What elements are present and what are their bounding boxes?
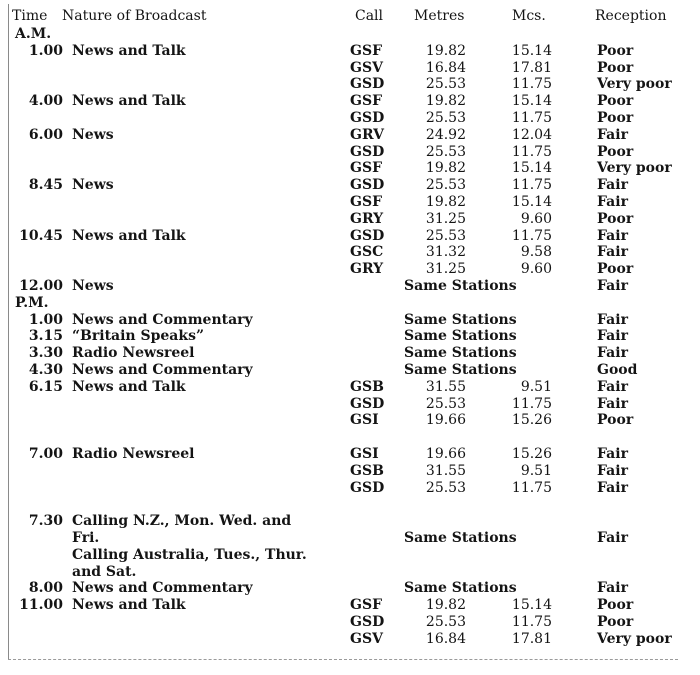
schedule-row — [0, 597, 700, 614]
schedule-row — [0, 463, 700, 480]
reception-cell: Poor — [597, 597, 634, 614]
schedule-row — [0, 496, 700, 513]
call-sign-cell: GSF — [350, 42, 383, 59]
mcs-cell: 11.75 — [511, 479, 552, 496]
schedule-row — [0, 547, 700, 564]
call-sign-cell: GSD — [350, 110, 385, 126]
metres-cell: 31.55 — [425, 378, 466, 395]
time-label: A.M. — [15, 26, 52, 42]
program-cell: News and Talk — [72, 42, 186, 59]
mcs-cell: 15.14 — [511, 42, 552, 59]
metres-cell: 25.53 — [425, 177, 466, 194]
metres-cell: 31.25 — [425, 210, 466, 227]
same-stations-cell: Same Stations — [404, 328, 517, 345]
reception-cell: Poor — [597, 412, 634, 429]
time-cell: 3.15 — [28, 328, 63, 345]
schedule-row — [0, 295, 700, 312]
metres-cell: 19.82 — [425, 597, 466, 614]
metres-cell: 16.84 — [425, 59, 466, 76]
reception-cell: Poor — [597, 93, 634, 110]
schedule-row — [0, 278, 700, 295]
metres-cell: 25.53 — [425, 479, 466, 496]
schedule-row — [0, 328, 700, 345]
schedule-row — [0, 244, 700, 261]
call-sign-cell: GSD — [350, 614, 385, 630]
reception-cell: Fair — [597, 395, 628, 412]
same-stations-cell: Same Stations — [404, 278, 517, 294]
left-rule — [8, 4, 9, 659]
mcs-cell: 11.75 — [511, 76, 552, 93]
mcs-cell: 15.26 — [511, 412, 552, 429]
call-sign-cell: GSD — [350, 177, 385, 194]
mcs-cell: 11.75 — [511, 227, 552, 244]
same-stations-cell: Same Stations — [404, 311, 517, 328]
program-cell: “Britain Speaks” — [72, 328, 205, 345]
mcs-cell: 9.60 — [520, 261, 552, 278]
time-label: P.M. — [15, 294, 49, 311]
reception-cell: Poor — [597, 110, 634, 126]
schedule-row — [0, 93, 700, 110]
call-sign-cell: GSF — [350, 93, 383, 110]
time-cell: 6.00 — [28, 126, 63, 143]
mcs-cell: 15.14 — [511, 160, 552, 177]
call-sign-cell: GSF — [350, 597, 383, 614]
metres-cell: 31.32 — [425, 244, 466, 261]
time-cell: 4.00 — [28, 93, 63, 110]
call-sign-cell: GSD — [350, 143, 385, 160]
program-cell: Calling Australia, Tues., Thur. — [72, 546, 307, 563]
metres-cell: 19.82 — [425, 42, 466, 59]
reception-cell: Good — [597, 362, 638, 378]
metres-cell: 19.66 — [425, 446, 466, 462]
same-stations-cell: Same Stations — [404, 362, 517, 378]
metres-cell: 24.92 — [425, 126, 466, 143]
reception-cell: Fair — [597, 580, 628, 597]
mcs-cell: 11.75 — [511, 395, 552, 412]
schedule-row — [0, 43, 700, 60]
schedule-row — [0, 26, 700, 43]
schedule-row — [0, 144, 700, 161]
mcs-cell: 12.04 — [511, 126, 552, 143]
mcs-cell: 9.51 — [520, 462, 552, 479]
reception-cell: Fair — [597, 194, 628, 210]
metres-cell: 19.82 — [425, 160, 466, 177]
metres-cell: 19.82 — [425, 194, 466, 210]
schedule-row — [0, 228, 700, 245]
metres-cell: 19.66 — [425, 412, 466, 429]
reception-cell: Fair — [597, 244, 628, 261]
metres-cell: 31.25 — [425, 261, 466, 278]
header-reception: Reception — [595, 8, 667, 24]
program-cell: News and Commentary — [72, 580, 253, 597]
mcs-cell: 15.26 — [511, 446, 552, 462]
program-cell: News and Talk — [72, 597, 186, 614]
reception-cell: Fair — [597, 227, 628, 244]
reception-cell: Fair — [597, 378, 628, 395]
reception-cell: Fair — [597, 479, 628, 496]
metres-cell: 25.53 — [425, 110, 466, 126]
time-cell: 6.15 — [28, 378, 63, 395]
reception-cell: Poor — [597, 59, 634, 76]
schedule-row — [0, 412, 700, 429]
reception-cell: Fair — [597, 345, 628, 362]
metres-cell: 31.55 — [425, 462, 466, 479]
time-cell: 12.00 — [19, 278, 63, 294]
program-cell: Fri. — [72, 530, 100, 546]
schedule-row — [0, 345, 700, 362]
schedule-row — [0, 446, 700, 463]
schedule-row — [0, 177, 700, 194]
schedule-row — [0, 379, 700, 396]
mcs-cell: 17.81 — [511, 59, 552, 76]
time-cell: 11.00 — [19, 597, 63, 614]
time-cell: 1.00 — [28, 311, 63, 328]
metres-cell: 25.53 — [425, 76, 466, 93]
reception-cell: Fair — [597, 126, 628, 143]
schedule-row — [0, 530, 700, 547]
metres-cell: 25.53 — [425, 614, 466, 630]
call-sign-cell: GSF — [350, 194, 383, 210]
program-cell: News and Commentary — [72, 311, 253, 328]
reception-cell: Very poor — [597, 630, 672, 647]
program-cell: News and Commentary — [72, 362, 253, 378]
mcs-cell: 17.81 — [511, 630, 552, 647]
reception-cell: Poor — [597, 42, 634, 59]
program-cell: Calling N.Z., Mon. Wed. and — [72, 513, 292, 530]
mcs-cell: 15.14 — [511, 93, 552, 110]
call-sign-cell: GSD — [350, 479, 385, 496]
reception-cell: Poor — [597, 143, 634, 160]
call-sign-cell: GRY — [350, 210, 384, 227]
same-stations-cell: Same Stations — [404, 530, 517, 546]
header-row — [0, 8, 700, 25]
reception-cell: Poor — [597, 614, 634, 630]
schedule-row — [0, 614, 700, 631]
call-sign-cell: GRV — [350, 126, 384, 143]
schedule-row — [0, 110, 700, 127]
call-sign-cell: GSV — [350, 59, 383, 76]
time-cell: 8.45 — [28, 177, 63, 194]
schedule-row — [0, 513, 700, 530]
program-cell: Radio Newsreel — [72, 345, 195, 362]
reception-cell: Fair — [597, 328, 628, 345]
schedule-row — [0, 60, 700, 77]
reception-cell: Fair — [597, 278, 628, 294]
reception-cell: Poor — [597, 261, 634, 278]
schedule-row — [0, 160, 700, 177]
call-sign-cell: GSD — [350, 395, 385, 412]
time-cell: 1.00 — [28, 42, 63, 59]
schedule-row — [0, 580, 700, 597]
time-cell: 7.00 — [28, 446, 63, 462]
mcs-cell: 9.60 — [520, 210, 552, 227]
time-cell: 8.00 — [28, 580, 63, 597]
header-nature-of-broadcast: Nature of Broadcast — [62, 8, 207, 24]
schedule-row — [0, 396, 700, 413]
schedule-row — [0, 261, 700, 278]
program-cell: News and Talk — [72, 93, 186, 110]
schedule-row — [0, 564, 700, 581]
reception-cell: Fair — [597, 177, 628, 194]
reception-cell: Fair — [597, 311, 628, 328]
time-cell: 3.30 — [28, 345, 63, 362]
reception-cell: Fair — [597, 446, 628, 462]
schedule-row — [0, 127, 700, 144]
call-sign-cell: GSB — [350, 378, 384, 395]
metres-cell: 16.84 — [425, 630, 466, 647]
reception-cell: Poor — [597, 210, 634, 227]
call-sign-cell: GSD — [350, 76, 385, 93]
header-call: Call — [355, 8, 384, 24]
same-stations-cell: Same Stations — [404, 580, 517, 597]
call-sign-cell: GSV — [350, 630, 383, 647]
reception-cell: Very poor — [597, 76, 672, 93]
call-sign-cell: GRY — [350, 261, 384, 278]
reception-cell: Very poor — [597, 160, 672, 177]
program-cell: Radio Newsreel — [72, 446, 195, 462]
mcs-cell: 15.14 — [511, 194, 552, 210]
call-sign-cell: GSI — [350, 412, 379, 429]
metres-cell: 25.53 — [425, 143, 466, 160]
mcs-cell: 11.75 — [511, 177, 552, 194]
time-cell: 4.30 — [28, 362, 63, 378]
call-sign-cell: GSF — [350, 160, 383, 177]
schedule-row — [0, 631, 700, 648]
header-time: Time — [12, 8, 48, 24]
header-mcs: Mcs. — [512, 8, 546, 24]
reception-cell: Fair — [597, 530, 628, 546]
schedule-row — [0, 480, 700, 497]
mcs-cell: 11.75 — [511, 614, 552, 630]
reception-cell: Fair — [597, 462, 628, 479]
header-metres: Metres — [414, 8, 465, 24]
bottom-rule — [8, 659, 678, 660]
time-cell: 10.45 — [19, 227, 63, 244]
schedule-row — [0, 76, 700, 93]
program-cell: News — [72, 278, 114, 294]
mcs-cell: 11.75 — [511, 110, 552, 126]
metres-cell: 19.82 — [425, 93, 466, 110]
time-cell: 7.30 — [28, 513, 63, 530]
schedule-row — [0, 312, 700, 329]
program-cell: News and Talk — [72, 378, 186, 395]
mcs-cell: 9.51 — [520, 378, 552, 395]
call-sign-cell: GSD — [350, 227, 385, 244]
schedule-row — [0, 194, 700, 211]
metres-cell: 25.53 — [425, 395, 466, 412]
mcs-cell: 11.75 — [511, 143, 552, 160]
same-stations-cell: Same Stations — [404, 345, 517, 362]
call-sign-cell: GSB — [350, 462, 384, 479]
call-sign-cell: GSI — [350, 446, 379, 462]
program-cell: News — [72, 126, 114, 143]
metres-cell: 25.53 — [425, 227, 466, 244]
call-sign-cell: GSC — [350, 244, 384, 261]
mcs-cell: 15.14 — [511, 597, 552, 614]
program-cell: News and Talk — [72, 227, 186, 244]
program-cell: News — [72, 177, 114, 194]
mcs-cell: 9.58 — [520, 244, 552, 261]
program-cell: and Sat. — [72, 563, 137, 580]
schedule-row — [0, 211, 700, 228]
schedule-row — [0, 429, 700, 446]
schedule-row — [0, 362, 700, 379]
